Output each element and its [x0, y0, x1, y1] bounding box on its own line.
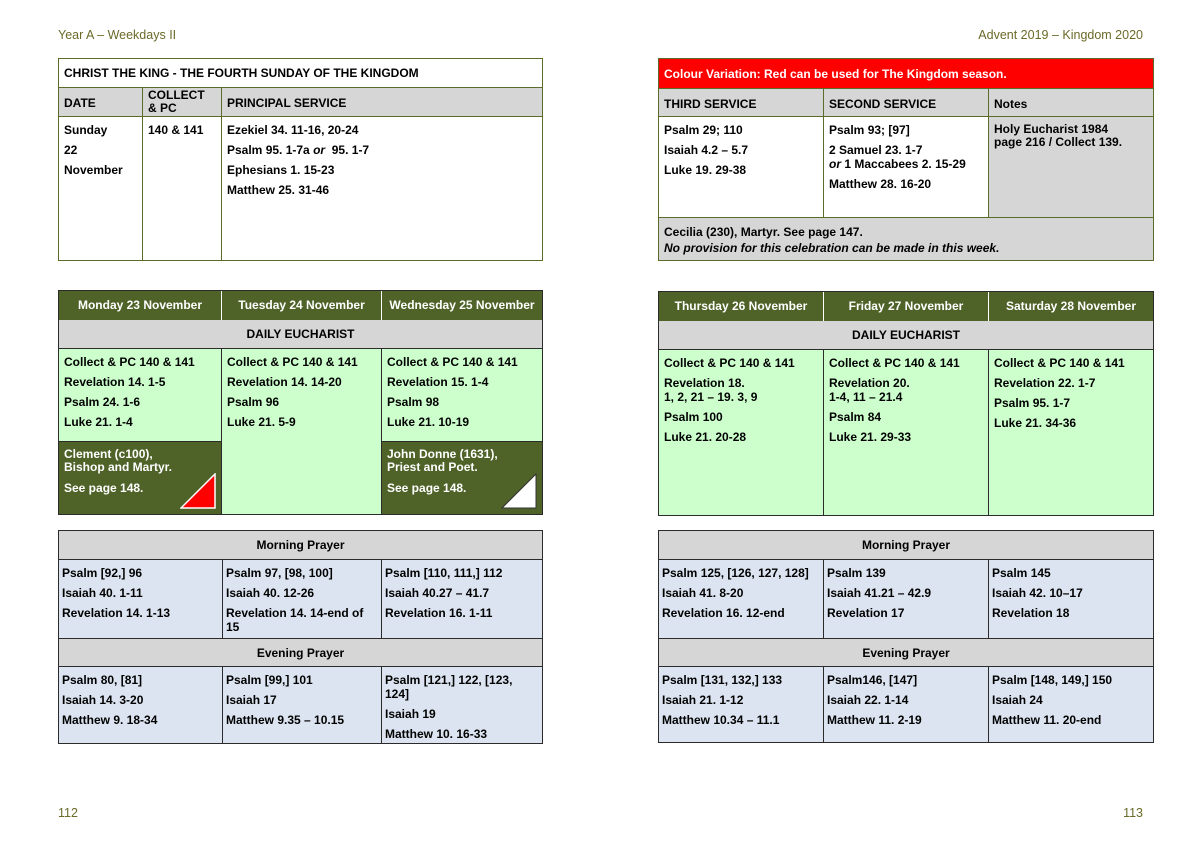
reading: Psalm146, [147]: [827, 673, 918, 687]
reading: Revelation 18.: [664, 376, 745, 390]
daily-eucharist-label: DAILY EUCHARIST: [659, 321, 1153, 350]
reading-part: Psalm 95. 1-7a: [227, 143, 310, 157]
reading: [829, 157, 983, 171]
reading: Revelation 20.: [829, 376, 910, 390]
day-header-monday: Monday 23 November: [59, 291, 222, 320]
mp-tuesday: [223, 560, 382, 638]
reading: Revelation 14. 1-13: [62, 606, 171, 620]
note-line: page 216 / Collect 139.: [994, 135, 1123, 149]
commem-line: See page 148.: [64, 481, 144, 495]
reading: Isaiah 21. 1-12: [662, 693, 744, 707]
reading: Psalm 97, [98, 100]: [226, 566, 333, 580]
reading: Isaiah 4.2 – 5.7: [664, 143, 749, 157]
reading: Luke 19. 29-38: [664, 163, 747, 177]
reading: Matthew 25. 31-46: [227, 183, 330, 197]
or-word: or: [829, 157, 841, 171]
reading: Psalm 84: [829, 410, 882, 424]
mp-thursday: [659, 560, 824, 638]
reading-part: 1 Maccabees 2. 15-29: [844, 157, 966, 171]
ep-tuesday: [223, 667, 382, 743]
morning-prayer-label: Morning Prayer: [659, 531, 1153, 560]
reading: Revelation 17: [827, 606, 905, 620]
reading: Psalm [121,] 122, [123, 124]: [385, 673, 513, 701]
reading: Matthew 10.34 – 11.1: [662, 713, 780, 727]
red-triangle-icon: [180, 473, 216, 509]
daily-eucharist-label: DAILY EUCHARIST: [59, 320, 542, 349]
eucharist-monday: [59, 349, 222, 441]
eucharist-friday: [824, 350, 989, 515]
reading: Psalm [99,] 101: [226, 673, 313, 687]
reading: Isaiah 24: [992, 693, 1043, 707]
reading: Psalm 98: [387, 395, 440, 409]
office-table-right: [658, 530, 1154, 743]
reading: Collect & PC 140 & 141: [227, 355, 358, 369]
mp-saturday: [989, 560, 1153, 638]
sunday-collect-cell: 140 & 141: [143, 117, 222, 260]
morning-prayer-label: Morning Prayer: [59, 531, 542, 560]
reading: Ephesians 1. 15-23: [227, 163, 335, 177]
col-second-header: SECOND SERVICE: [824, 88, 989, 117]
sunday-table: [58, 58, 543, 261]
reading: [227, 143, 537, 157]
reading: Luke 21. 34-36: [994, 416, 1077, 430]
reading: Matthew 10. 16-33: [385, 727, 488, 741]
ep-wednesday: [382, 667, 542, 743]
reading: Revelation 22. 1-7: [994, 376, 1096, 390]
reading: Isaiah 41. 8-20: [662, 586, 744, 600]
no-provision-note: No provision for this celebration can be made in this week.: [664, 241, 1000, 255]
ep-friday: [824, 667, 989, 742]
reading: Ezekiel 34. 11-16, 20-24: [227, 123, 359, 137]
day-header-thursday: Thursday 26 November: [659, 292, 824, 321]
eucharist-thursday: [659, 350, 824, 515]
reading: Psalm [131, 132,] 133: [662, 673, 783, 687]
col-collect-header: COLLECT & PC: [143, 88, 222, 117]
evening-prayer-label: Evening Prayer: [59, 638, 542, 667]
third-service-cell: [659, 117, 824, 217]
reading: Luke 21. 1-4: [64, 415, 133, 429]
reading: Psalm [110, 111,] 112: [385, 566, 503, 580]
day-header-tuesday: Tuesday 24 November: [222, 291, 382, 320]
reading: Psalm 93; [97]: [829, 123, 910, 137]
col-notes-header: Notes: [989, 88, 1153, 117]
mp-friday: [824, 560, 989, 638]
reading: Luke 21. 29-33: [829, 430, 912, 444]
reading: Collect & PC 140 & 141: [829, 356, 960, 370]
reading: Matthew 9.35 – 10.15: [226, 713, 345, 727]
reading: Psalm 80, [81]: [62, 673, 143, 687]
reading: Matthew 11. 2-19: [827, 713, 922, 727]
date-line: Sunday: [64, 123, 108, 137]
note-line: Holy Eucharist 1984: [994, 122, 1109, 136]
reading: Collect & PC 140 & 141: [664, 356, 795, 370]
commemoration-monday: [59, 441, 222, 514]
reading: Revelation 18: [992, 606, 1070, 620]
colour-variation-note: Colour Variation: Red can be used for The Kingdom season.: [659, 59, 1153, 88]
sunday-title: CHRIST THE KING - THE FOURTH SUNDAY OF THE KINGDOM: [59, 59, 542, 88]
reading: Isaiah 14. 3-20: [62, 693, 144, 707]
page-number-right: 113: [1123, 806, 1143, 820]
reading: Matthew 11. 20-end: [992, 713, 1102, 727]
sunday-principal-cell: [222, 117, 542, 260]
reading: Isaiah 17: [226, 693, 277, 707]
reading: Psalm 96: [227, 395, 280, 409]
ep-saturday: [989, 667, 1153, 742]
reading: Matthew 9. 18-34: [62, 713, 158, 727]
or-word: or: [313, 143, 326, 157]
reading: Psalm 100: [664, 410, 723, 424]
page-number-left: 112: [58, 806, 78, 820]
reading: Psalm 125, [126, 127, 128]: [662, 566, 809, 580]
reading: Psalm 145: [992, 566, 1051, 580]
sunday-services-table: [658, 58, 1154, 261]
reading-part: 95. 1-7: [331, 143, 370, 157]
reading: Collect & PC 140 & 141: [64, 355, 195, 369]
ep-thursday: [659, 667, 824, 742]
day-header-friday: Friday 27 November: [824, 292, 989, 321]
reading: Psalm 24. 1-6: [64, 395, 141, 409]
day-header-wednesday: Wednesday 25 November: [382, 291, 542, 320]
date-line: November: [64, 163, 123, 177]
reading: Psalm 29; 110: [664, 123, 743, 137]
reading: Psalm 95. 1-7: [994, 396, 1071, 410]
col-date-header: DATE: [59, 88, 143, 117]
reading: Isaiah 40. 1-11: [62, 586, 143, 600]
reading: Revelation 14. 14-end of 15: [226, 606, 364, 634]
reading: Psalm [148, 149,] 150: [992, 673, 1113, 687]
commem-line: John Donne (1631),: [387, 447, 498, 461]
commem-line: See page 148.: [387, 481, 467, 495]
evening-prayer-label: Evening Prayer: [659, 638, 1153, 667]
col-third-header: THIRD SERVICE: [659, 88, 824, 117]
mp-monday: [59, 560, 223, 638]
date-line: 22: [64, 143, 78, 157]
reading: Psalm 139: [827, 566, 886, 580]
reading: Luke 21. 10-19: [387, 415, 470, 429]
sunday-date-cell: [59, 117, 143, 260]
commem-line: Clement (c100),: [64, 447, 153, 461]
reading: Psalm [92,] 96: [62, 566, 143, 580]
reading: Revelation 16. 1-11: [385, 606, 493, 620]
commem-line: Bishop and Martyr.: [64, 460, 173, 474]
commem-line: Priest and Poet.: [387, 460, 478, 474]
reading: Isaiah 40. 12-26: [226, 586, 315, 600]
eucharist-table-right: [658, 291, 1154, 516]
cecilia-note: Cecilia (230), Martyr. See page 147.: [664, 225, 863, 239]
reading: Isaiah 40.27 – 41.7: [385, 586, 490, 600]
notes-cell: [989, 117, 1153, 217]
reading: Revelation 14. 1-5: [64, 375, 166, 389]
reading: Revelation 15. 1-4: [387, 375, 489, 389]
eucharist-table-left: [58, 290, 543, 515]
reading: Collect & PC 140 & 141: [994, 356, 1125, 370]
reading: Collect & PC 140 & 141: [387, 355, 518, 369]
reading: 2 Samuel 23. 1-7: [829, 143, 923, 157]
reading: Luke 21. 5-9: [227, 415, 296, 429]
reading: Matthew 28. 16-20: [829, 177, 932, 191]
eucharist-tuesday: [222, 349, 382, 514]
reading: 1-4, 11 – 21.4: [829, 390, 903, 404]
running-header-left: Year A – Weekdays II: [58, 28, 177, 42]
reading: 1, 2, 21 – 19. 3, 9: [664, 390, 758, 404]
white-triangle-icon: [501, 473, 537, 509]
reading: Luke 21. 20-28: [664, 430, 747, 444]
commemoration-wednesday: [382, 441, 542, 514]
day-header-saturday: Saturday 28 November: [989, 292, 1153, 321]
reading: Revelation 16. 12-end: [662, 606, 785, 620]
reading: Isaiah 22. 1-14: [827, 693, 909, 707]
reading: Isaiah 42. 10–17: [992, 586, 1083, 600]
mp-wednesday: [382, 560, 542, 638]
reading: Isaiah 19: [385, 707, 436, 721]
reading: Isaiah 41.21 – 42.9: [827, 586, 932, 600]
eucharist-wednesday: [382, 349, 542, 441]
ep-monday: [59, 667, 223, 743]
lesser-festival-cell: [659, 217, 1153, 260]
col-principal-header: PRINCIPAL SERVICE: [222, 88, 542, 117]
reading: Revelation 14. 14-20: [227, 375, 342, 389]
second-service-cell: [824, 117, 989, 217]
office-table-left: [58, 530, 543, 744]
running-header-right: Advent 2019 – Kingdom 2020: [978, 28, 1143, 42]
eucharist-saturday: [989, 350, 1153, 515]
